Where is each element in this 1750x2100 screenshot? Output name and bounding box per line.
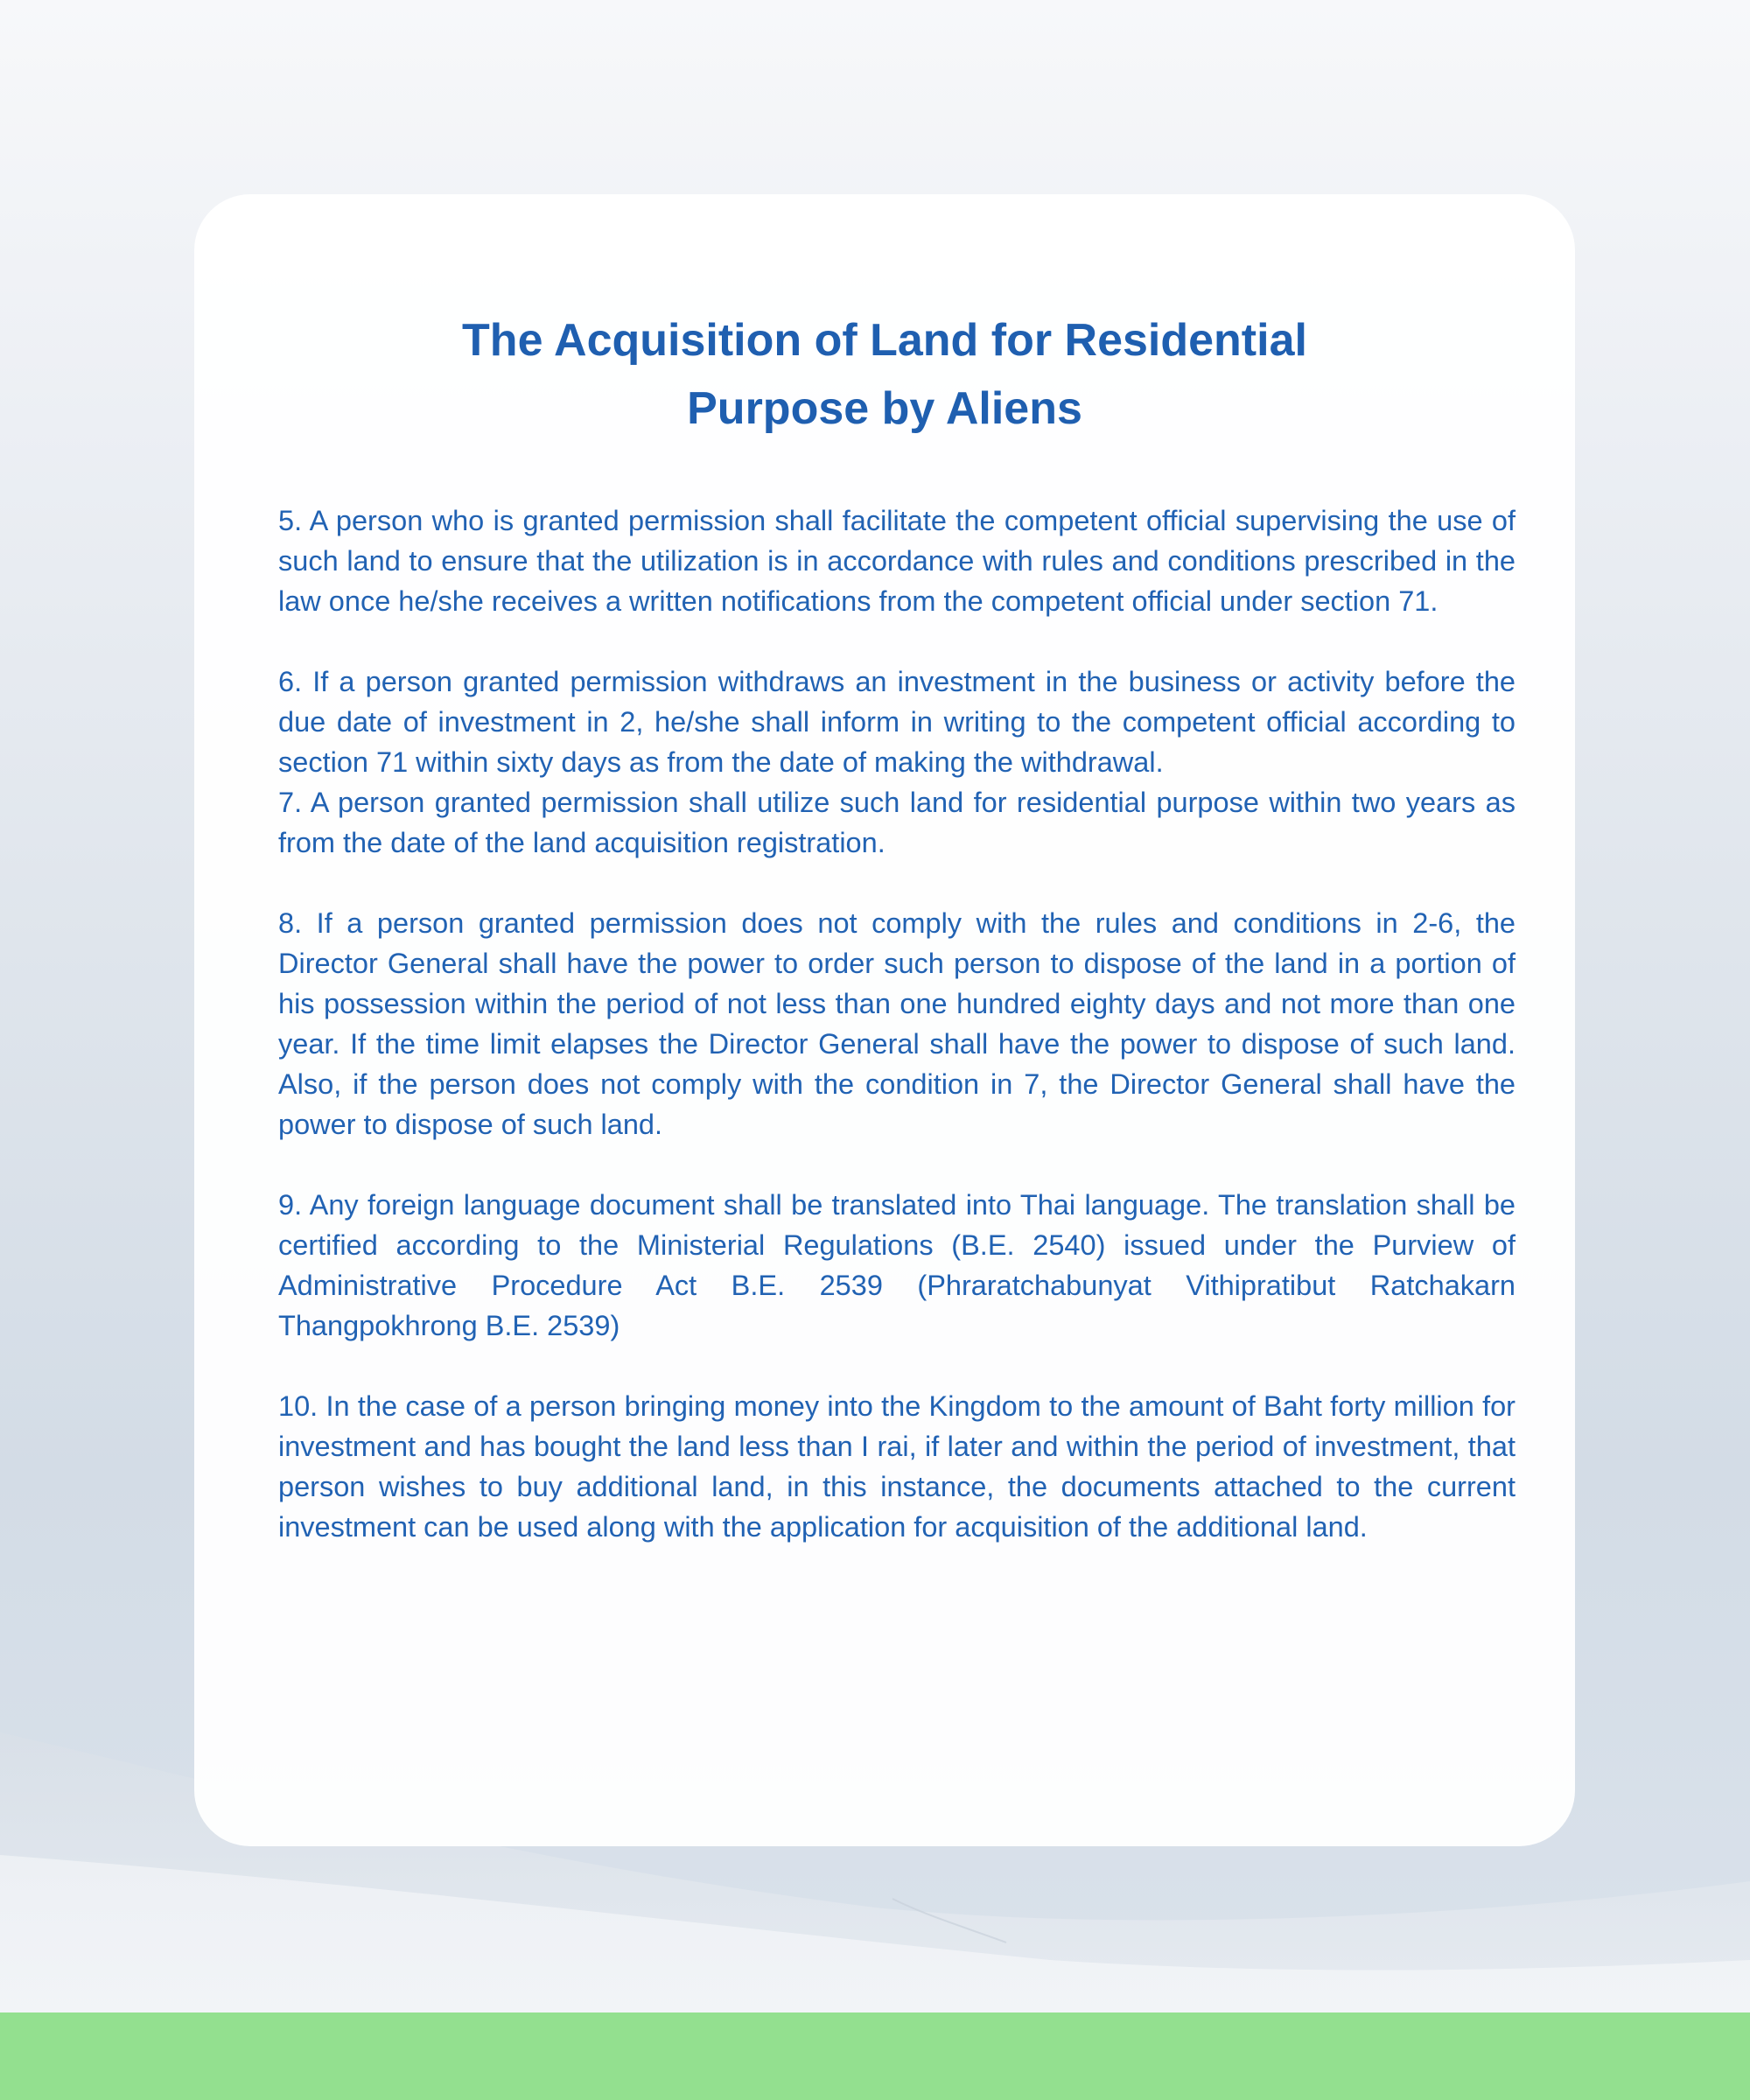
paragraph-7: 7. A person granted permission shall utilize such land for residential purpose within two years as from the date of the land acquisition registration. — [278, 787, 1516, 858]
paragraph-8: 8. If a person granted permission does not comply with the rules and conditions in 2-6, the Director General shall have the power to order such person to dispose of the land in a portion of his possession within the period of not less than one hundred eighty days and not more than one year. If the time limit elapses the Director General shall have the power to dispose of such land. Also, if the person does not comply with the condition in 7, the Director General shall have the power to dispose of such land. — [278, 907, 1516, 1140]
paragraph-6: 6. If a person granted permission withdraws an investment in the business or activity before the due date of investment in 2, he/she shall inform in writing to the competent official according to section 71 within sixty days as from the date of making the withdrawal. — [278, 666, 1516, 778]
paragraph-9: 9. Any foreign language document shall be translated into Thai language. The translation shall be certified according to the Ministerial Regulations (B.E. 2540) issued under the Purview of Administrative Procedure Act B.E. 2539 (Phraratchabunyat Vithipratibut Ratchakarn Thangpokhrong B.E. 2539) — [278, 1189, 1516, 1341]
paragraph-10: 10. In the case of a person bringing money into the Kingdom to the amount of Baht forty million for investment and has bought the land less than I rai, if later and within the period of investment, that person wishes to buy additional land, in this instance, the documents attached to the current investment can be used along with the application for acquisition of the additional land. — [278, 1390, 1516, 1543]
paragraph-5: 5. A person who is granted permission shall facilitate the competent official supervising the use of such land to ensure that the utilization is in accordance with rules and conditions prescribed in the law once he/she receives a written notifications from the competent official under section 71. — [278, 505, 1516, 617]
footer-bar — [0, 2012, 1750, 2100]
content-card — [194, 194, 1575, 1846]
title-line-2: Purpose by Aliens — [687, 383, 1082, 434]
page-title — [194, 306, 1575, 443]
title-line-1: The Acquisition of Land for Residential — [462, 315, 1307, 366]
document-body — [278, 500, 1516, 1547]
